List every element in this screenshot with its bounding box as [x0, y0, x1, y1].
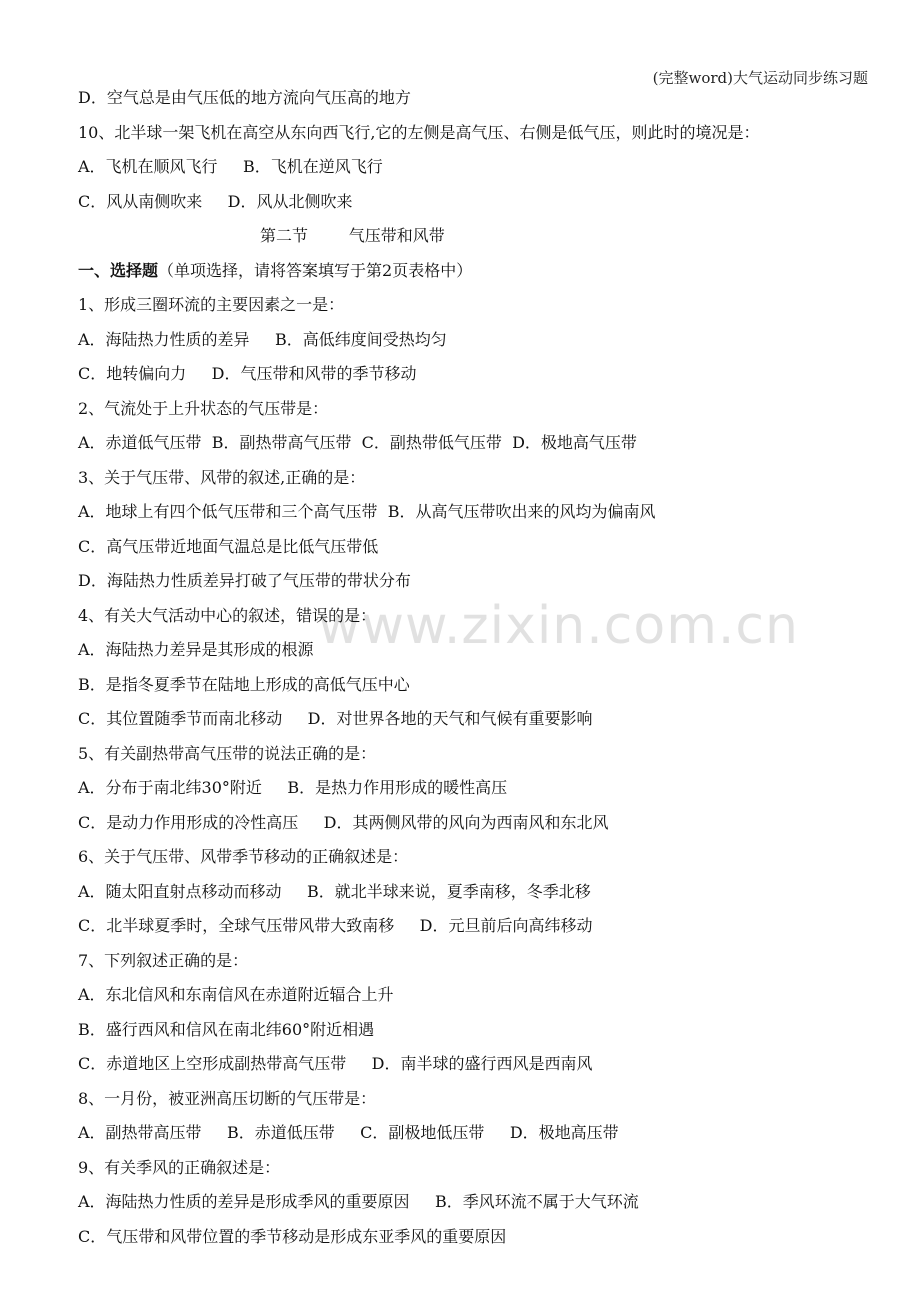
- question-line: 1、形成三圈环流的主要因素之一是：: [78, 295, 345, 314]
- question-line: A．海陆热力差异是其形成的根源: [78, 640, 314, 659]
- question-line: A．副热带高压带 B．赤道低压带 C．副极地低压带 D．极地高压带: [78, 1123, 619, 1142]
- question-line: 2、气流处于上升状态的气压带是：: [78, 398, 329, 418]
- question-list: [78, 295, 878, 1261]
- question-line: 6、关于气压带、风带季节移动的正确叙述是：: [78, 847, 409, 866]
- part-title-instruction: （单项选择，请将答案填写于第2页表格中）: [158, 260, 473, 280]
- question-line: 7、下列叙述正确的是：: [78, 950, 249, 970]
- page-header: (完整word)大气运动同步练习题: [652, 69, 868, 87]
- question-line: C．气压带和风带位置的季节移动是形成东亚季风的重要原因: [78, 1226, 507, 1246]
- question-line: C．北半球夏季时，全球气压带风带大致南移 D．元旦前后向高纬移动: [78, 916, 593, 935]
- question-line: 10、北半球一架飞机在高空从东向西飞行,它的左侧是高气压、右侧是低气压，则此时的境况是：: [78, 122, 760, 142]
- question-line: 3、关于气压带、风带的叙述,正确的是：: [78, 467, 366, 487]
- question-line: C．赤道地区上空形成副热带高气压带 D．南半球的盛行西风是西南风: [78, 1054, 593, 1073]
- question-line: C．高气压带近地面气温总是比低气压带低: [78, 536, 379, 556]
- question-line: A．随太阳直射点移动而移动 B．就北半球来说，夏季南移，冬季北移: [78, 881, 591, 901]
- question-line: 5、有关副热带高气压带的说法正确的是：: [78, 743, 377, 763]
- question-line: A．地球上有四个低气压带和三个高气压带 B．从高气压带吹出来的风均为偏南风: [78, 502, 656, 521]
- question-line: 9、有关季风的正确叙述是：: [78, 1157, 281, 1177]
- question-line: B．是指冬夏季节在陆地上形成的高低气压中心: [78, 674, 410, 694]
- part-title-label: 一、选择题: [78, 260, 159, 280]
- question-line: 8、一月份，被亚洲高压切断的气压带是：: [78, 1088, 377, 1108]
- question-line: B．盛行西风和信风在南北纬60°附近相遇: [78, 1019, 375, 1039]
- question-line: D．空气总是由气压低的地方流向气压高的地方: [78, 88, 411, 107]
- question-line: A．赤道低气压带 B．副热带高气压带 C．副热带低气压带 D．极地高气压带: [78, 433, 637, 452]
- question-line: C．风从南侧吹来 D．风从北侧吹来: [78, 191, 353, 211]
- section-title: 第二节 气压带和风带: [260, 226, 445, 245]
- question-line: A．东北信风和东南信风在赤道附近辐合上升: [78, 985, 394, 1004]
- document-body: [78, 88, 878, 1261]
- question-line: 4、有关大气活动中心的叙述，错误的是：: [78, 605, 377, 625]
- question-line: A．飞机在顺风飞行 B．飞机在逆风飞行: [78, 157, 383, 176]
- watermark: www.zixin.com.cn: [318, 596, 799, 656]
- question-line: A．海陆热力性质的差异 B．高低纬度间受热均匀: [78, 329, 447, 349]
- question-line: A．海陆热力性质的差异是形成季风的重要原因 B．季风环流不属于大气环流: [78, 1192, 639, 1211]
- question-line: D．海陆热力性质差异打破了气压带的带状分布: [78, 571, 411, 590]
- question-line: C．是动力作用形成的冷性高压 D．其两侧风带的风向为西南风和东北风: [78, 812, 609, 832]
- question-line: A．分布于南北纬30°附近 B．是热力作用形成的暖性高压: [78, 778, 508, 797]
- question-line: C．地转偏向力 D．气压带和风带的季节移动: [78, 364, 417, 383]
- part-title: [78, 261, 878, 296]
- question-line: C．其位置随季节而南北移动 D．对世界各地的天气和气候有重要影响: [78, 709, 593, 728]
